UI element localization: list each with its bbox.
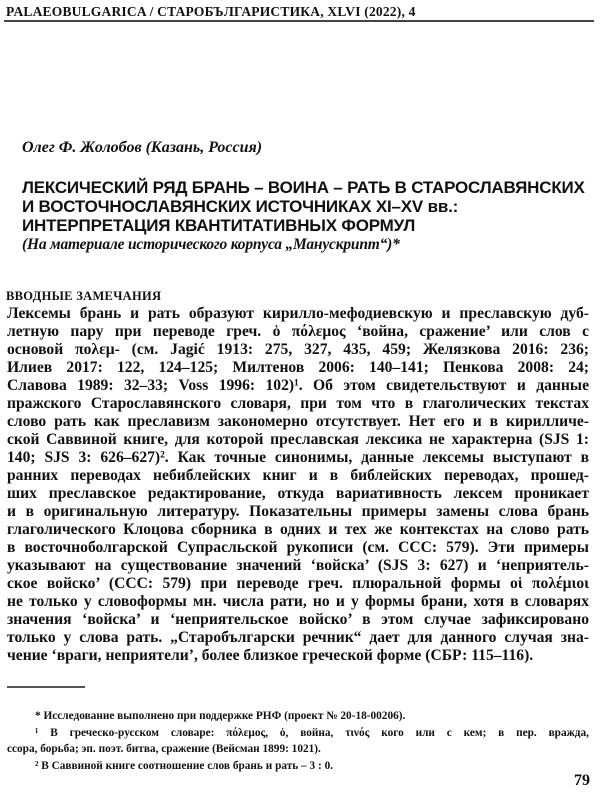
footnote-rule: [7, 686, 85, 688]
body-line: указывают на существование значений ‘войска’ (SJS 3: 627) и ‘неприятель-: [7, 557, 589, 574]
body-line: пражского Старославянского словаря, при том что в глаголических текстах: [7, 395, 589, 412]
body-line: Славова 1989: 32–33; Voss 1996: 102)¹. Об этом свидетельствуют и данные: [7, 377, 589, 394]
footnotes: [7, 708, 589, 774]
body-line: глаголического Клоцова сборника в одних и тех же контекстах на слово рать: [7, 521, 589, 538]
footnote-line: ² В Саввиной книге соотношение слов брань и рать – 3 : 0.: [35, 759, 334, 772]
body-line: основой πολεμ- (см. Jagić 1913: 275, 327, 435, 459; Желязкова 2016: 236;: [7, 341, 589, 358]
body-line: чение ‘враги, неприятели’, более близкое греческой форме (СБР: 115–116).: [7, 647, 534, 664]
footnote-line: ссора, борьба; эп. поэт. битва, сражение (Вейсман 1899: 1021).: [7, 743, 321, 755]
section-heading: ВВОДНЫЕ ЗАМЕЧАНИЯ: [6, 289, 162, 303]
body-line: значения ‘войска’ и ‘неприятельское войско’ в этом случае зафиксировано: [7, 611, 589, 628]
header-rule: [4, 20, 594, 22]
body-line: ших преславское редактирование, откуда вариативность лексем проникает: [7, 485, 589, 502]
body-line: Илиев 2017: 122, 124–125; Милтенов 2006: 140–141; Пенкова 2008: 24;: [7, 359, 589, 376]
body-line: только у слова рать. „Старобългарски речник“ дает для данного случая зна-: [7, 629, 589, 646]
article-title: [22, 178, 592, 254]
title-line: ИНТЕРПРЕТАЦИЯ КВАНТИТАТИВНЫХ ФОРМУЛ: [22, 216, 416, 235]
title-line: ЛЕКСИЧЕСКИЙ РЯД БРАНЬ – ВОИНА – РАТЬ В СТАРОСЛАВЯНСКИХ: [22, 178, 585, 197]
footnote-line: * Исследование выполнено при поддержке РНФ (проект № 20-18-00206).: [35, 710, 406, 722]
body-line: ранних переводах небиблейских книг и в библейских переводах, прошед-: [7, 467, 589, 484]
article-subtitle: (На материале исторического корпуса „Манускрипт“)*: [22, 236, 400, 253]
body-line: летную пару при переводе греч. ὁ πόλεμος ‘война, сражение’ или слов с: [7, 323, 589, 340]
page-number: 79: [574, 772, 590, 789]
body-line: ской Саввиной книге, для которой преславская лексика не характерна (SJS 1:: [7, 431, 589, 448]
body-line: не только у словоформы мн. числа рати, но и у формы брани, хотя в словарях: [7, 593, 589, 610]
author-line: Олег Ф. Жолобов (Казань, Россия): [22, 139, 263, 156]
body-line: и в оригинальную литературу. Показательны примеры замены слова брань: [7, 503, 589, 520]
body-line: ское войско’ (ССС: 579) при переводе греч. плюральной формы οἱ πολέμιοι: [7, 575, 589, 592]
body-line: слово рать как преславизм закономерно отсутствует. Нет его и в кирилличе-: [7, 413, 589, 430]
body-line: 140; SJS 3: 626–627)². Как точные синонимы, данные лексемы выступают в: [7, 449, 589, 466]
body-line: Лексемы брань и рать образуют кирилло-мефодиевскую и преславскую дуб-: [7, 305, 589, 322]
body-line: в восточноболгарской Супрасльской рукописи (см. ССС: 579). Эти примеры: [7, 539, 589, 556]
running-header: PALAEOBULGARICA / СТАРОБЪЛГАРИСТИКА, XLVI (2022), 4: [6, 4, 416, 19]
footnote-line: ¹ В греческо-русском словаре: πόλεμος, ὁ, война, τινός кого или с кем; в пер. вражда,: [35, 726, 589, 739]
body-text: [7, 305, 589, 665]
title-line: И ВОСТОЧНОСЛАВЯНСКИХ ИСТОЧНИКАХ XI–XV вв.:: [22, 197, 459, 216]
